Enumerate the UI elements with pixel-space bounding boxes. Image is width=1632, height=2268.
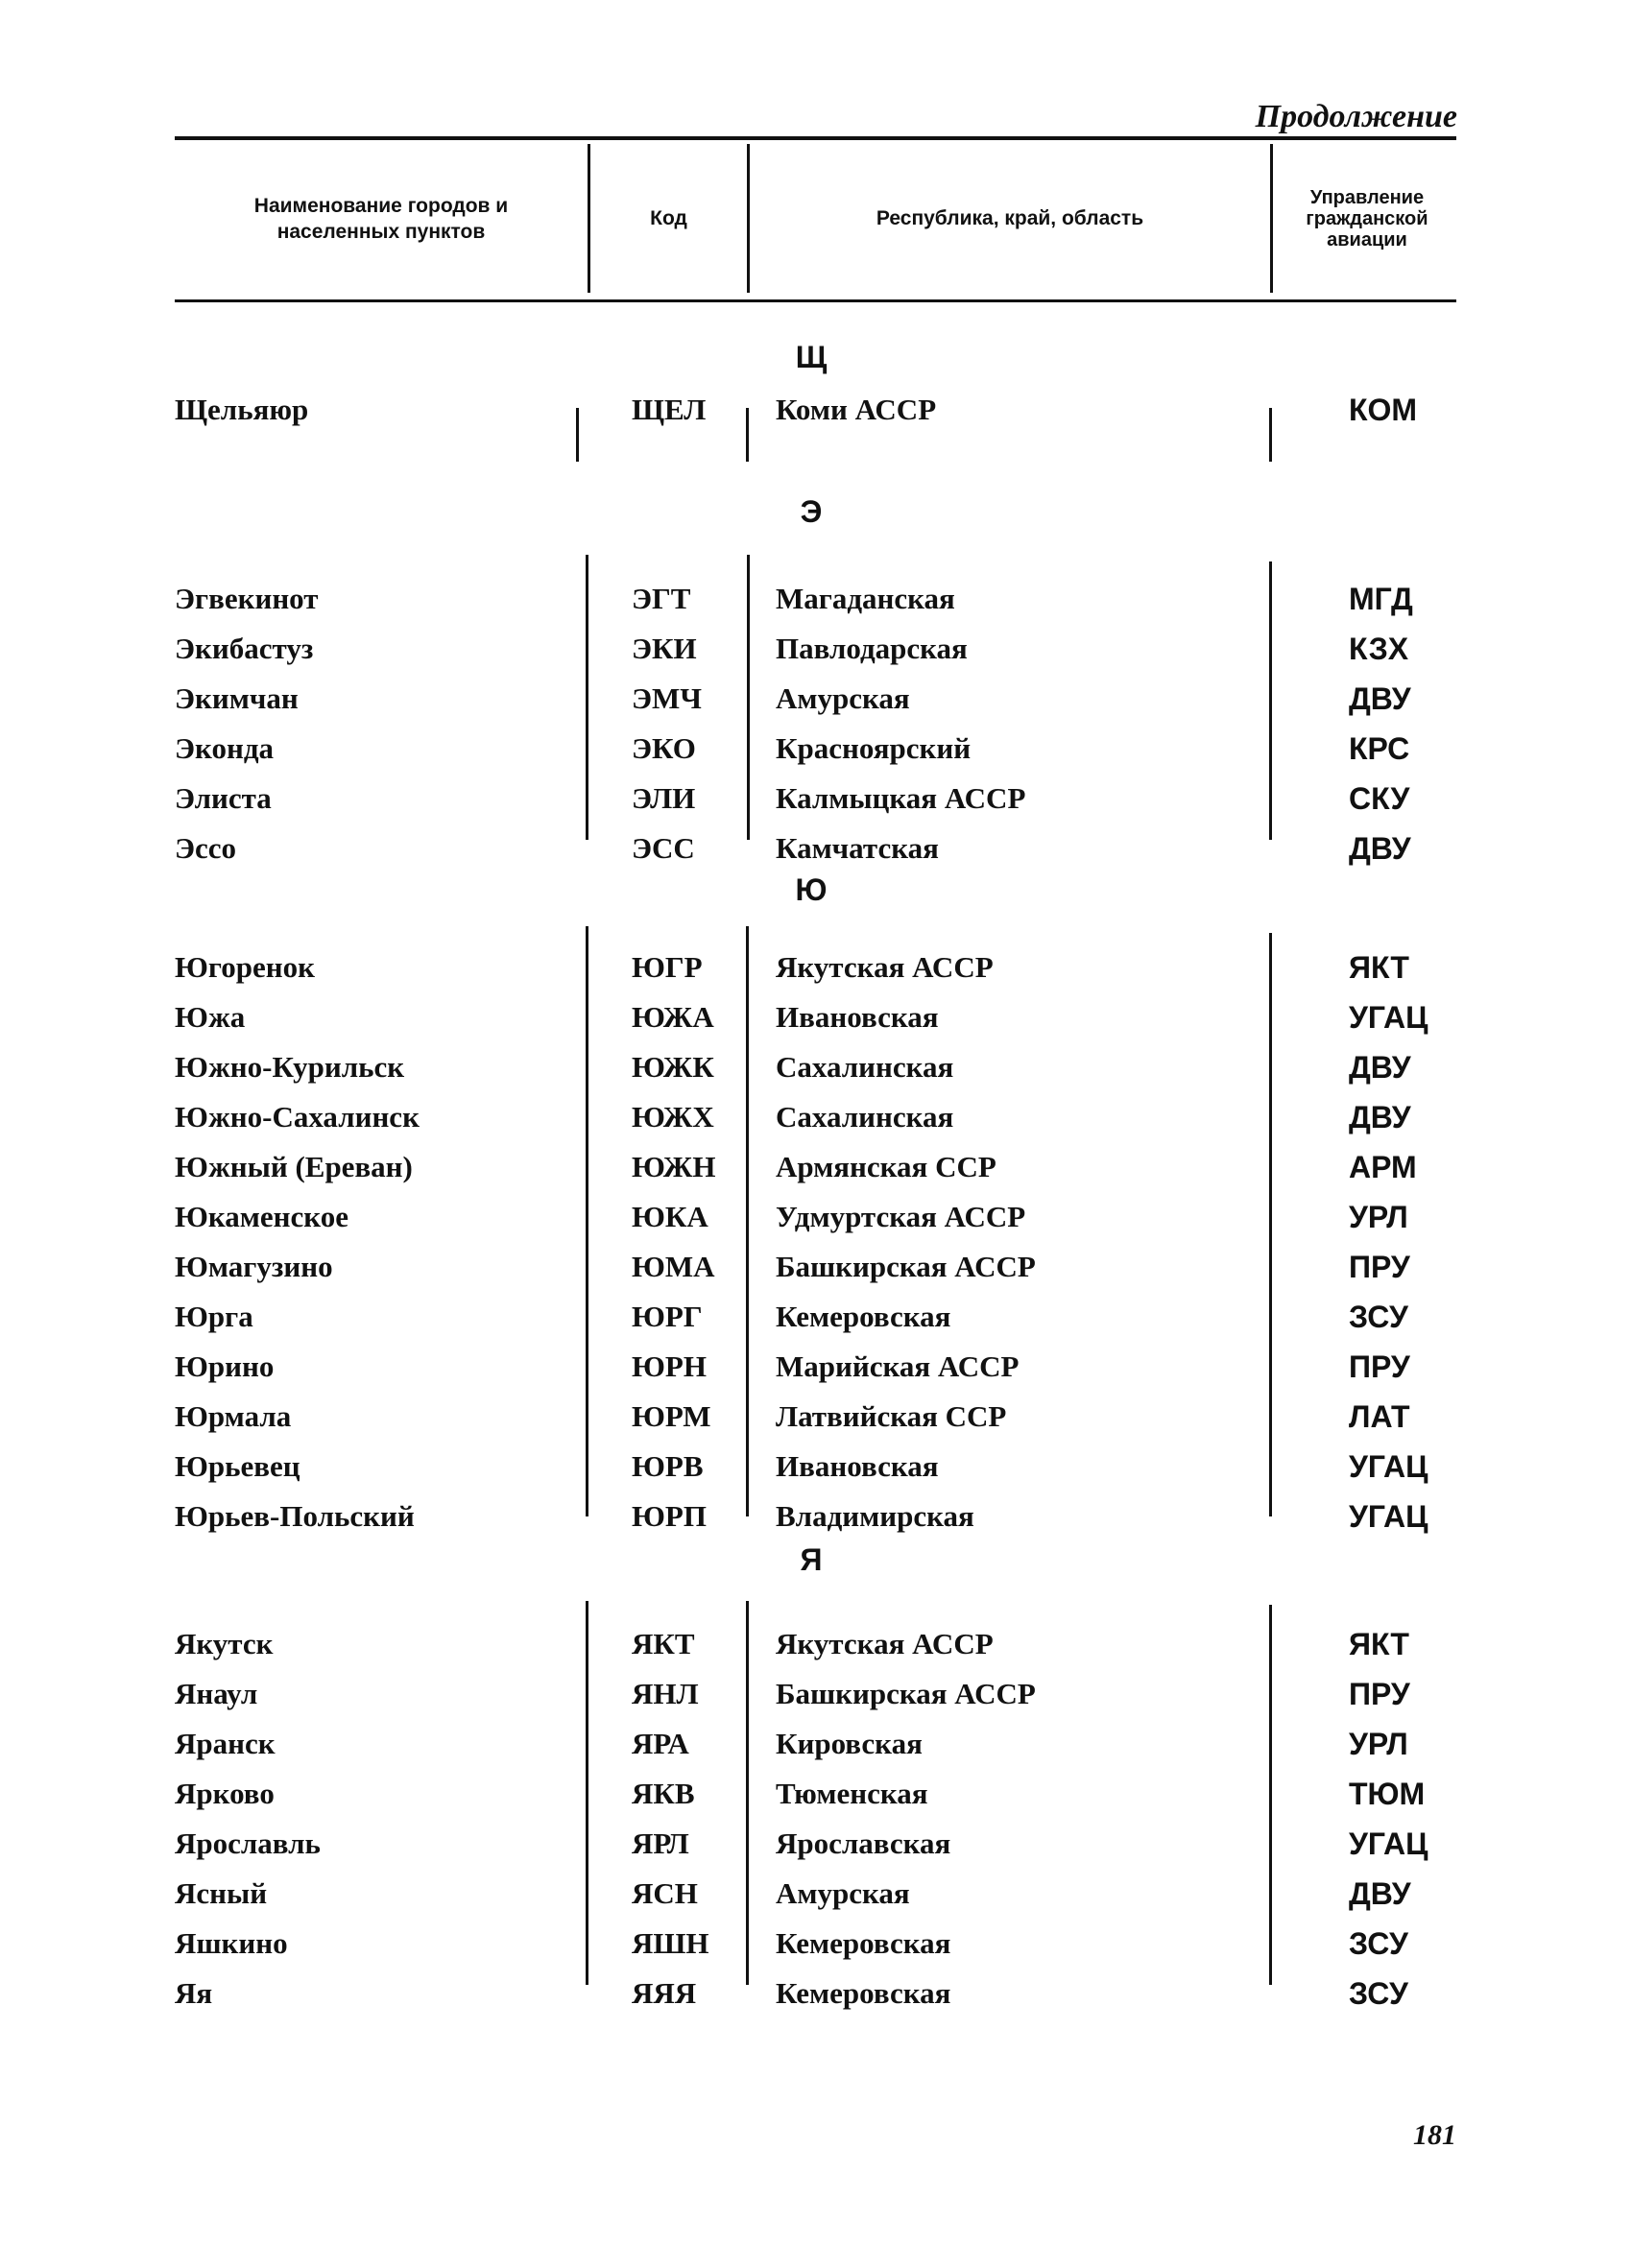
column-divider [746,408,749,462]
city-code: ЮГР [632,950,703,984]
city-name: Якутск [175,1627,274,1660]
city-code: ЮРГ [632,1300,703,1333]
city-name: Яшкино [175,1926,288,1960]
city-code: ЮЖК [632,1050,714,1084]
section-ya [0,1536,1632,2018]
city-code: ЯШН [632,1926,709,1960]
city-code: ЮМА [632,1250,715,1283]
column-divider [586,555,588,840]
table-row [0,1042,1632,1092]
city-region: Амурская [776,681,910,715]
table-row [0,1292,1632,1342]
city-authority: ДВУ [1349,831,1411,866]
city-authority: ЗСУ [1349,1300,1408,1334]
city-name: Яя [175,1976,213,2010]
city-region: Амурская [776,1876,910,1910]
table-row [0,1492,1632,1541]
table-row [0,1192,1632,1242]
city-region: Тюменская [776,1777,928,1810]
city-region: Кемеровская [776,1926,951,1960]
city-authority: КОМ [1349,393,1418,427]
city-region: Коми АССР [776,393,937,426]
city-code: ЯЯЯ [632,1976,697,2010]
city-authority: КРС [1349,731,1410,766]
city-name: Элиста [175,781,272,815]
column-divider [576,408,579,462]
city-region: Владимирская [776,1499,974,1533]
city-authority: МГД [1349,582,1413,616]
city-region: Ивановская [776,1000,939,1034]
city-region: Башкирская АССР [776,1250,1036,1283]
city-code: ЯКВ [632,1777,695,1810]
header-col-code: Код [650,207,687,229]
city-authority: СКУ [1349,781,1410,816]
column-divider [746,926,749,1516]
column-divider [586,1601,588,1985]
city-authority: УГАЦ [1349,1449,1428,1484]
city-region: Калмыцкая АССР [776,781,1026,815]
city-name: Экибастуз [175,632,314,665]
table-row [0,1719,1632,1769]
city-region: Якутская АССР [776,1627,994,1660]
table-row [0,1242,1632,1292]
city-name: Ярославль [175,1826,321,1860]
city-code: ЯРЛ [632,1826,689,1860]
city-code: ЮРН [632,1349,707,1383]
city-region: Кировская [776,1727,923,1760]
continuation-label: Продолжение [1255,99,1457,134]
city-authority: ЯКТ [1349,1627,1409,1661]
column-divider [1269,561,1272,840]
section-letter: Щ [795,340,828,374]
table-row [0,724,1632,774]
city-name: Южно-Курильск [175,1050,405,1084]
table-row [0,1619,1632,1669]
header-top-rule [175,136,1456,140]
city-code: ЭСС [632,831,695,865]
city-authority: ДВУ [1349,1100,1411,1134]
city-name: Ярково [175,1777,275,1810]
city-region: Ярославская [776,1826,951,1860]
city-code: ЮРМ [632,1399,711,1433]
city-authority: ТЮМ [1349,1777,1426,1811]
city-code: ЯСН [632,1876,698,1910]
section-shch [0,333,1632,435]
city-code: ЭЛИ [632,781,696,815]
city-code: ЭГТ [632,582,691,615]
city-name: Янаул [175,1677,258,1710]
table-row [0,1769,1632,1819]
city-authority: УГАЦ [1349,1499,1428,1534]
city-name: Ясный [175,1876,268,1910]
city-name: Юкаменское [175,1200,349,1233]
city-authority: ДВУ [1349,1876,1411,1911]
city-name: Эгвекинот [175,582,319,615]
table-row [0,1142,1632,1192]
city-region: Башкирская АССР [776,1677,1036,1710]
city-name: Эконда [175,731,275,765]
city-authority: ПРУ [1349,1677,1410,1711]
section-letter: Э [800,494,823,529]
city-code: ЯРА [632,1727,689,1760]
table-row [0,574,1632,624]
city-authority: ДВУ [1349,681,1411,716]
city-region: Кемеровская [776,1300,951,1333]
city-code: ЮЖН [632,1150,716,1183]
table-row [0,1919,1632,1969]
city-authority: ПРУ [1349,1349,1410,1384]
section-letter: Я [800,1542,823,1577]
city-code: ЯНЛ [632,1677,699,1710]
city-region: Красноярский [776,731,972,765]
section-yu [0,866,1632,1541]
city-code: ЮРВ [632,1449,704,1483]
table-row [0,674,1632,724]
table-row [0,1669,1632,1719]
city-region: Магаданская [776,582,955,615]
city-authority: УГАЦ [1349,1000,1428,1035]
city-name: Юрьевец [175,1449,300,1483]
city-name: Яранск [175,1727,276,1760]
column-divider [1269,408,1272,462]
city-authority: ЛАТ [1349,1399,1410,1434]
city-name: Южно-Сахалинск [175,1100,420,1134]
city-region: Сахалинская [776,1050,954,1084]
city-authority: ДВУ [1349,1050,1411,1085]
table-row [0,1342,1632,1392]
table-row [0,774,1632,824]
city-authority: КЗХ [1349,632,1409,666]
city-region: Павлодарская [776,632,968,665]
city-code: ЩЕЛ [632,393,707,426]
city-authority: ЗСУ [1349,1976,1408,2011]
city-authority: ПРУ [1349,1250,1410,1284]
table-row [0,992,1632,1042]
section-letter: Ю [795,872,828,907]
table-row [0,1092,1632,1142]
header-col-name: Наименование городов и населенных пунктов [253,194,509,243]
city-name: Югоренок [175,950,315,984]
city-name: Эссо [175,831,237,865]
city-name: Юмагузино [175,1250,333,1283]
city-authority: УРЛ [1349,1727,1408,1761]
section-e [0,488,1632,873]
header-col-region: Республика, край, область [876,207,1144,229]
city-code: ЮРП [632,1499,707,1533]
table-row [0,624,1632,674]
city-code: ЮЖХ [632,1100,714,1134]
table-row [0,385,1632,435]
city-name: Юрино [175,1349,275,1383]
city-name: Щельяюр [175,393,309,426]
city-authority: АРМ [1349,1150,1417,1184]
city-authority: ЯКТ [1349,950,1409,985]
city-name: Юрьев-Польский [175,1499,415,1533]
city-region: Камчатская [776,831,939,865]
city-code: ЭМЧ [632,681,703,715]
city-authority: УРЛ [1349,1200,1408,1234]
city-region: Марийская АССР [776,1349,1020,1383]
city-region: Ивановская [776,1449,939,1483]
table-row [0,1819,1632,1869]
column-divider [586,926,588,1516]
city-code: ЮКА [632,1200,708,1233]
table-row [0,943,1632,992]
city-authority: ЗСУ [1349,1926,1408,1961]
city-name: Южный (Ереван) [175,1150,413,1183]
city-name: Экимчан [175,681,299,715]
city-name: Юрмала [175,1399,292,1433]
city-region: Армянская ССР [776,1150,996,1183]
city-authority: УГАЦ [1349,1826,1428,1861]
page-number: 181 [1413,2119,1456,2151]
column-divider [1269,1605,1272,1985]
city-code: ЭКИ [632,632,697,665]
city-code: ЯКТ [632,1627,695,1660]
header-col-authority: Управление гражданской авиации [1306,186,1428,251]
table-row [0,1442,1632,1492]
city-region: Латвийская ССР [776,1399,1007,1433]
city-region: Сахалинская [776,1100,954,1134]
city-code: ЮЖА [632,1000,714,1034]
city-region: Кемеровская [776,1976,951,2010]
header-bottom-rule [175,299,1456,302]
table-row [0,1969,1632,2018]
column-divider [746,1601,749,1985]
table-row [0,1869,1632,1919]
table-row [0,1392,1632,1442]
city-name: Юрга [175,1300,253,1333]
column-divider [1269,933,1272,1516]
city-region: Якутская АССР [776,950,994,984]
city-name: Южа [175,1000,246,1034]
column-divider [747,555,750,840]
city-code: ЭКО [632,731,696,765]
city-region: Удмуртская АССР [776,1200,1026,1233]
